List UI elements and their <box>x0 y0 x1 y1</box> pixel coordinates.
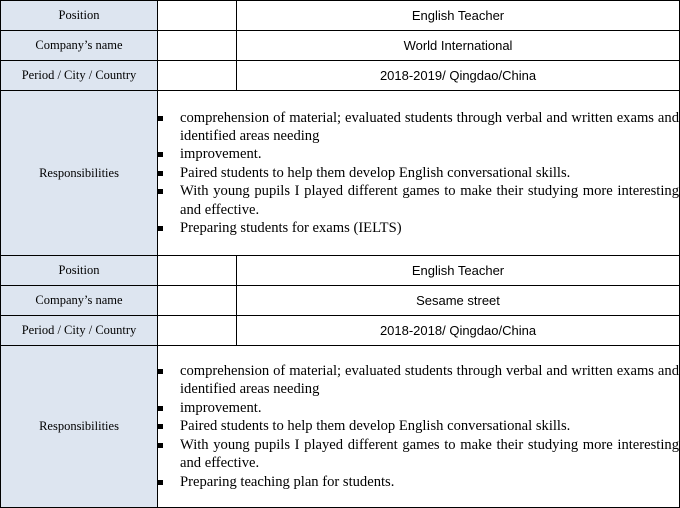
list-item <box>158 182 679 219</box>
company-value: World International <box>237 31 680 61</box>
list-item <box>158 417 679 435</box>
company-value: Sesame street <box>237 286 680 316</box>
square-bullet-icon <box>158 189 163 194</box>
list-item-text: comprehension of material; evaluated students through verbal and written exams and identified areas needing <box>180 109 679 144</box>
list-item <box>158 109 679 146</box>
list-item <box>158 219 679 237</box>
list-item <box>158 145 679 163</box>
responsibilities-row <box>1 346 680 508</box>
position-label: Position <box>1 1 158 31</box>
list-item <box>158 436 679 473</box>
spacer-cell <box>158 286 237 316</box>
square-bullet-icon <box>158 406 163 411</box>
square-bullet-icon <box>158 116 163 121</box>
list-item-text: comprehension of material; evaluated students through verbal and written exams and identified areas needing <box>180 363 679 398</box>
square-bullet-icon <box>158 369 163 374</box>
position-value: English Teacher <box>237 256 680 286</box>
position-value: English Teacher <box>237 1 680 31</box>
company-row <box>1 31 680 61</box>
square-bullet-icon <box>158 226 163 231</box>
responsibilities-label: Responsibilities <box>1 91 158 256</box>
position-label: Position <box>1 256 158 286</box>
list-item-text: With young pupils I played different games to make their studying more interesting and effective. <box>180 436 679 472</box>
square-bullet-icon <box>158 424 163 429</box>
list-item <box>158 164 679 182</box>
list-item-text: Paired students to help them develop English conversational skills. <box>180 164 571 181</box>
responsibilities-list <box>158 109 679 238</box>
list-item-text: Preparing teaching plan for students. <box>180 473 395 490</box>
company-label: Company’s name <box>1 286 158 316</box>
square-bullet-icon <box>158 480 163 485</box>
list-item-text: Paired students to help them develop English conversational skills. <box>180 418 571 435</box>
responsibilities-cell <box>158 91 680 256</box>
period-row <box>1 316 680 346</box>
square-bullet-icon <box>158 443 163 448</box>
responsibilities-cell <box>158 346 680 508</box>
position-row <box>1 1 680 31</box>
period-value: 2018-2019/ Qingdao/China <box>237 61 680 91</box>
list-item <box>158 362 679 399</box>
responsibilities-list <box>158 362 679 491</box>
period-value: 2018-2018/ Qingdao/China <box>237 316 680 346</box>
list-item-text: Preparing students for exams (IELTS) <box>180 220 402 237</box>
period-label: Period / City / Country <box>1 316 158 346</box>
square-bullet-icon <box>158 152 163 157</box>
company-row <box>1 286 680 316</box>
company-label: Company’s name <box>1 31 158 61</box>
position-row <box>1 256 680 286</box>
spacer-cell <box>158 31 237 61</box>
list-item <box>158 473 679 491</box>
responsibilities-label: Responsibilities <box>1 346 158 508</box>
responsibilities-row <box>1 91 680 256</box>
spacer-cell <box>158 256 237 286</box>
list-item-text: With young pupils I played different games to make their studying more interesting and effective. <box>180 183 679 218</box>
square-bullet-icon <box>158 171 163 176</box>
period-label: Period / City / Country <box>1 61 158 91</box>
list-item-text: improvement. <box>180 399 262 416</box>
period-row <box>1 61 680 91</box>
list-item <box>158 399 679 417</box>
list-item-text: improvement. <box>180 146 262 163</box>
spacer-cell <box>158 316 237 346</box>
spacer-cell <box>158 61 237 91</box>
spacer-cell <box>158 1 237 31</box>
